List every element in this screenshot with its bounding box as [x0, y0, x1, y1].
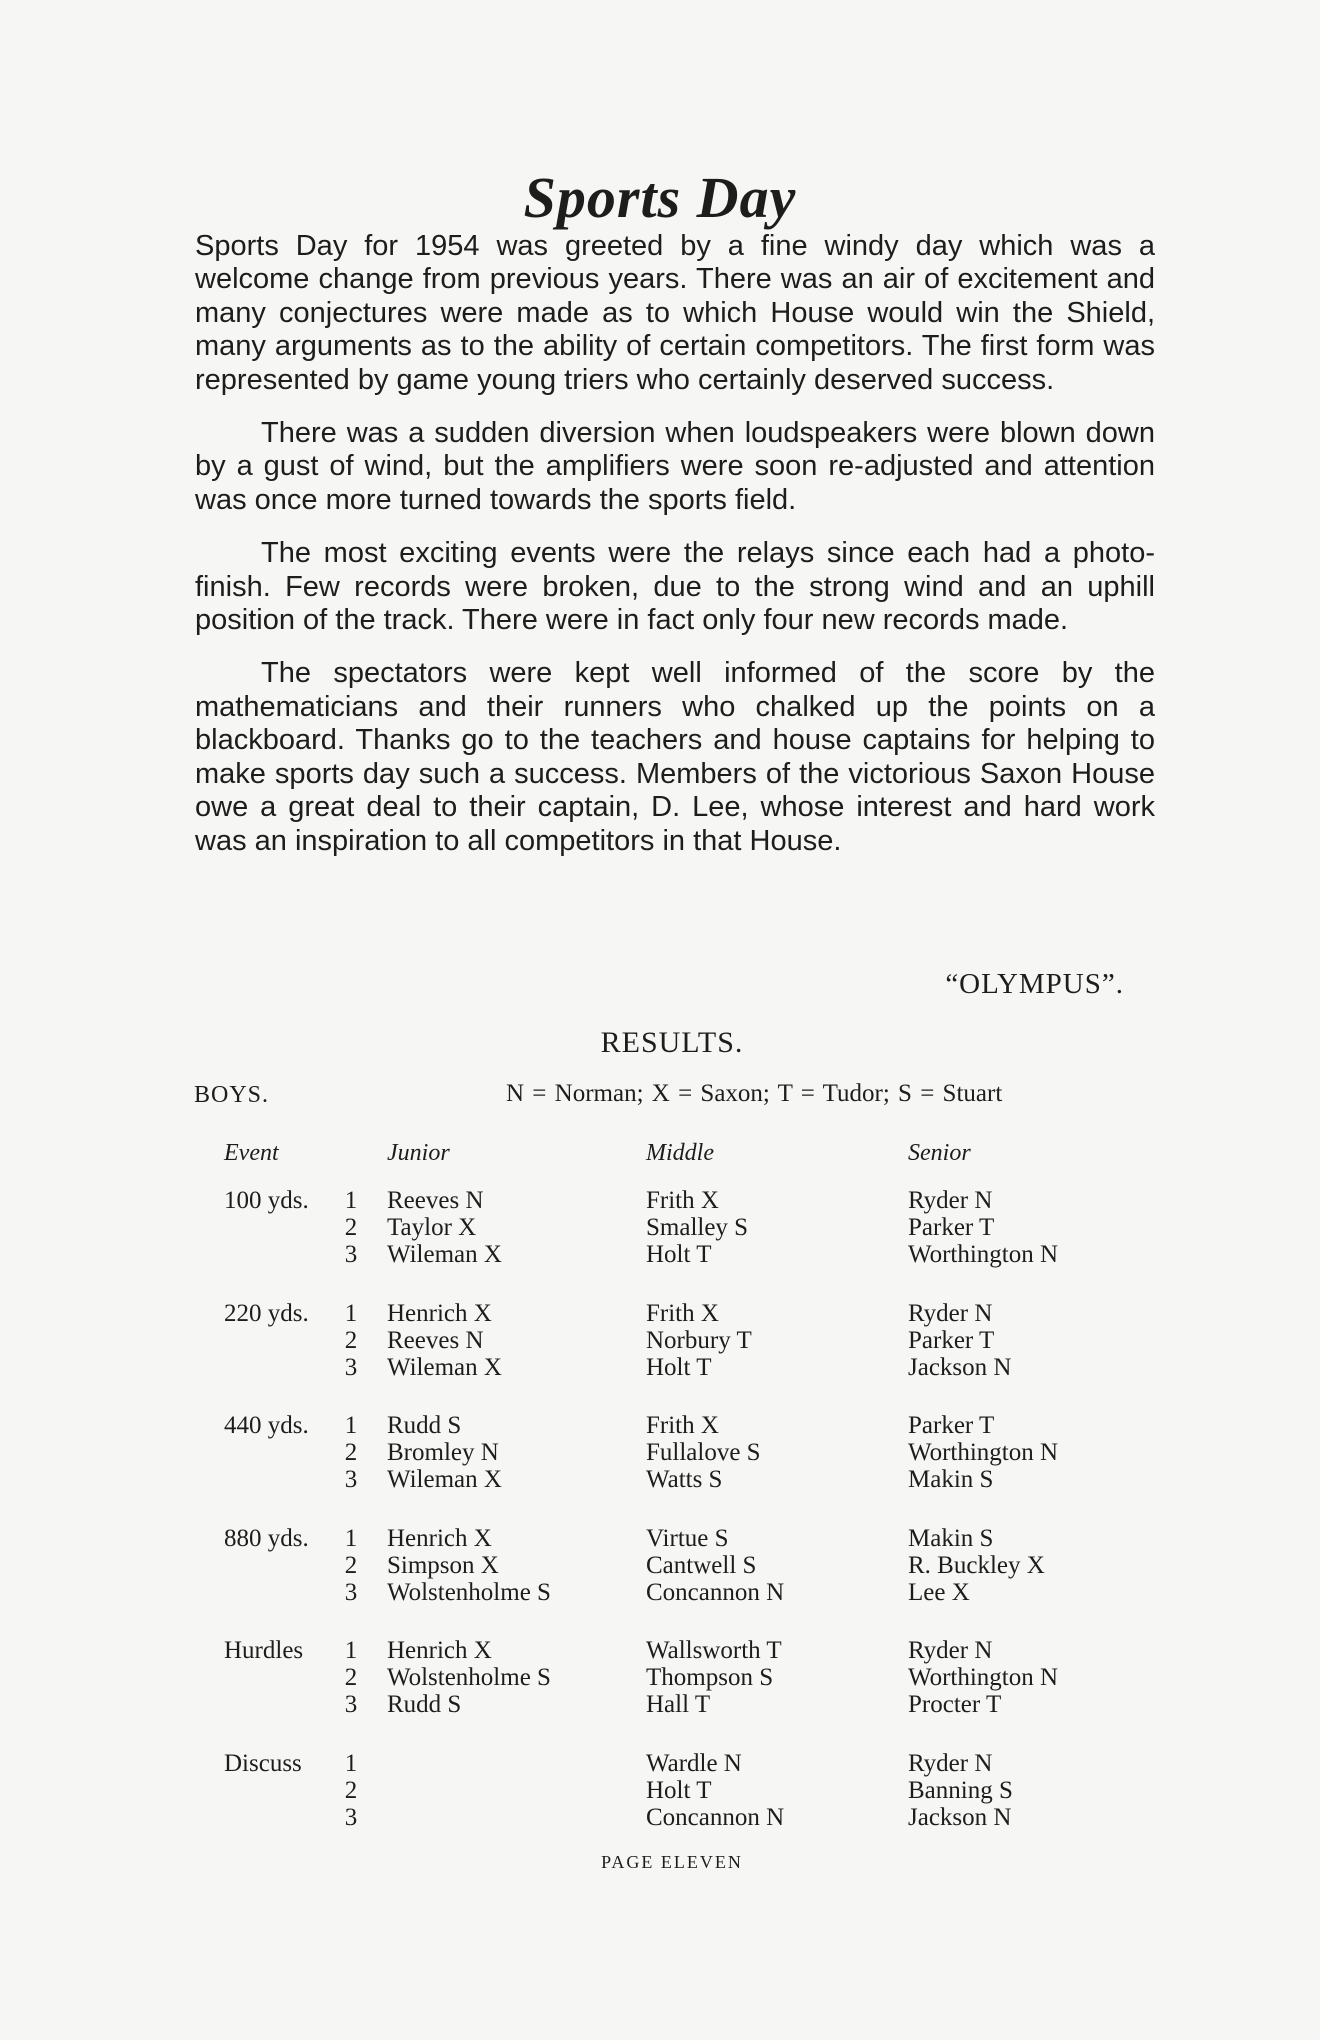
competitor-name: Worthington N — [908, 1241, 1059, 1268]
place-number: 3 — [344, 1241, 358, 1268]
competitor-name: Cantwell S — [646, 1551, 757, 1579]
competitor-name: Holt T — [646, 1353, 712, 1381]
competitor-name: Wardle N — [646, 1750, 742, 1777]
place-number: 3 — [344, 1578, 358, 1606]
junior-results — [387, 1187, 502, 1268]
competitor-name: Wolstenholme S — [387, 1664, 551, 1692]
competitor-name: Hall T — [646, 1691, 711, 1719]
competitor-name: Frith X — [646, 1299, 719, 1327]
competitor-name: Frith X — [646, 1412, 719, 1440]
results-heading: RESULTS. — [600, 1026, 744, 1059]
competitor-name: Concannon N — [646, 1804, 785, 1831]
senior-results — [908, 1637, 1058, 1718]
competitor-name: Fullalove S — [646, 1439, 761, 1467]
competitor-name: Wileman X — [387, 1241, 502, 1268]
page-number: PAGE ELEVEN — [601, 1852, 743, 1872]
competitor-name: Banning S — [908, 1777, 1013, 1804]
competitor-name: Holt T — [646, 1241, 712, 1268]
competitor-name: Simpson X — [387, 1551, 499, 1579]
competitor-name: Henrich X — [387, 1524, 492, 1552]
results-row — [0, 1300, 1320, 1390]
competitor-name: Taylor X — [387, 1214, 477, 1241]
page-title: Sports Day — [523, 165, 797, 230]
column-header-senior: Senior — [908, 1140, 971, 1166]
competitor-name: Wallsworth T — [646, 1637, 782, 1665]
junior-results — [387, 1525, 551, 1606]
place-number: 1 — [344, 1187, 358, 1214]
competitor-name: Parker T — [908, 1326, 995, 1354]
competitor-name: Reeves N — [387, 1326, 484, 1354]
place-number: 3 — [344, 1466, 358, 1494]
place-numbers — [344, 1412, 358, 1493]
middle-results — [646, 1300, 752, 1381]
place-number: 1 — [344, 1299, 358, 1327]
results-row — [0, 1750, 1320, 1840]
competitor-name: Worthington N — [908, 1439, 1059, 1467]
place-numbers — [344, 1300, 358, 1381]
place-number: 2 — [344, 1214, 358, 1241]
competitor-name: Henrich X — [387, 1637, 492, 1665]
place-number: 2 — [344, 1326, 358, 1354]
competitor-name: Parker T — [908, 1214, 995, 1241]
competitor-name: Rudd S — [387, 1691, 462, 1719]
senior-results — [908, 1525, 1045, 1606]
middle-results — [646, 1750, 784, 1831]
place-number: 3 — [344, 1353, 358, 1381]
senior-results — [908, 1412, 1058, 1493]
place-numbers — [344, 1187, 358, 1268]
competitor-name: Procter T — [908, 1691, 1002, 1719]
senior-results — [908, 1187, 1058, 1268]
senior-results — [908, 1750, 1013, 1831]
competitor-name: Smalley S — [646, 1214, 749, 1241]
results-row — [0, 1637, 1320, 1727]
place-number: 1 — [344, 1637, 358, 1665]
house-legend: N = Norman; X = Saxon; T = Tudor; S = Stuart — [506, 1080, 1003, 1107]
middle-results — [646, 1412, 761, 1493]
place-number: 2 — [344, 1777, 358, 1804]
place-numbers — [344, 1750, 358, 1831]
place-number: 2 — [344, 1551, 358, 1579]
paragraph: There was a sudden diversion when loudspeakers were blown down by a gust of wind, but the amplifiers were soon re-adjusted and attention was once more turned towards the sports field. — [195, 417, 1155, 516]
place-number: 1 — [344, 1750, 358, 1777]
place-number: 3 — [344, 1691, 358, 1719]
competitor-name: Wolstenholme S — [387, 1578, 551, 1606]
paragraph: Sports Day for 1954 was greeted by a fine windy day which was a welcome change from previous years. There was an air of excitement and many conjectures were made as to which House would win the Shield, many arguments as to the ability of certain competitors. The first form was represented by game young triers who certainly deserved success. — [195, 230, 1155, 396]
event-name: Discuss — [224, 1750, 302, 1777]
competitor-name: Worthington N — [908, 1664, 1059, 1692]
junior-results — [387, 1300, 502, 1381]
competitor-name: Wileman X — [387, 1466, 502, 1494]
competitor-name: Watts S — [646, 1466, 723, 1494]
place-number: 3 — [344, 1804, 358, 1831]
results-row — [0, 1187, 1320, 1277]
competitor-name: Ryder N — [908, 1750, 993, 1777]
place-number: 2 — [344, 1664, 358, 1692]
senior-results — [908, 1300, 1011, 1381]
competitor-name: Holt T — [646, 1777, 712, 1804]
middle-results — [646, 1525, 784, 1606]
place-number: 1 — [344, 1524, 358, 1552]
event-name: 100 yds. — [224, 1187, 309, 1214]
place-numbers — [344, 1525, 358, 1606]
competitor-name: Ryder N — [908, 1637, 993, 1665]
paragraph: The spectators were kept well informed of the score by the mathematicians and their runners who chalked up the points on a blackboard. Thanks go to the teachers and house captains for helping to make sports day such a success. Members of the victorious Saxon House owe a great deal to their captain, D. Lee, whose interest and hard work was an inspiration to all competitors in that House. — [195, 657, 1155, 857]
competitor-name: Lee X — [908, 1578, 970, 1606]
competitor-name: Jackson N — [908, 1804, 1012, 1831]
column-header-middle: Middle — [646, 1140, 714, 1166]
signature: “OLYMPUS”. — [945, 968, 1124, 1000]
event-name: 880 yds. — [224, 1524, 309, 1552]
competitor-name: Makin S — [908, 1524, 994, 1552]
competitor-name: Jackson N — [908, 1353, 1012, 1381]
column-header-junior: Junior — [387, 1140, 450, 1166]
junior-results — [387, 1637, 551, 1718]
column-header-event: Event — [224, 1140, 279, 1166]
competitor-name: Rudd S — [387, 1412, 462, 1440]
competitor-name: Concannon N — [646, 1578, 785, 1606]
competitor-name: Frith X — [646, 1187, 719, 1214]
competitor-name: Henrich X — [387, 1299, 492, 1327]
competitor-name: Parker T — [908, 1412, 995, 1440]
competitor-name: Virtue S — [646, 1524, 729, 1552]
paragraph: The most exciting events were the relays since each had a photo-finish. Few records were broken, due to the strong wind and an uphill position of the track. There were in fact only four new records made. — [195, 537, 1155, 637]
place-numbers — [344, 1637, 358, 1718]
results-row — [0, 1412, 1320, 1502]
competitor-name: Bromley N — [387, 1439, 499, 1467]
place-number: 2 — [344, 1439, 358, 1467]
place-number: 1 — [344, 1412, 358, 1440]
competitor-name: Ryder N — [908, 1187, 993, 1214]
event-name: 220 yds. — [224, 1299, 309, 1327]
competitor-name: R. Buckley X — [908, 1551, 1045, 1579]
competitor-name: Thompson S — [646, 1664, 774, 1692]
boys-label: BOYS. — [194, 1082, 270, 1108]
competitor-name: Ryder N — [908, 1299, 993, 1327]
competitor-name: Makin S — [908, 1466, 994, 1494]
event-name: 440 yds. — [224, 1412, 309, 1440]
competitor-name: Norbury T — [646, 1326, 752, 1354]
middle-results — [646, 1637, 782, 1718]
article-body — [195, 230, 1155, 878]
event-name: Hurdles — [224, 1637, 304, 1665]
middle-results — [646, 1187, 748, 1268]
junior-results — [387, 1412, 502, 1493]
results-row — [0, 1525, 1320, 1615]
competitor-name: Wileman X — [387, 1353, 502, 1381]
competitor-name: Reeves N — [387, 1187, 484, 1214]
